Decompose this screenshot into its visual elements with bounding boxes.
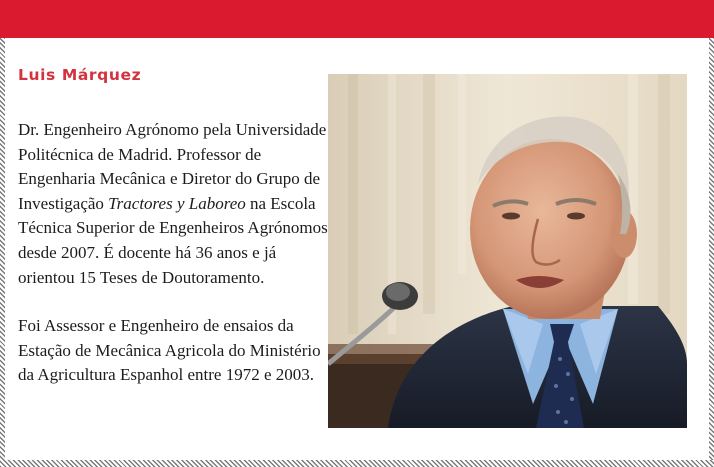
person-name: Luis Márquez: [18, 66, 142, 84]
bio-paragraph-1: [18, 118, 328, 290]
bio-paragraph-2: Foi Assessor e Engenheiro de ensaios da Estação de Mecânica Agricola do Ministério da Agricultura Espanhol entre 1972 e 2003.: [18, 316, 321, 385]
portrait-photo: [328, 74, 687, 428]
bio-text: [18, 118, 328, 388]
right-hatched-border: [709, 38, 714, 467]
research-group-name: Tractores y Laboreo: [108, 193, 246, 213]
bio-text-part-2: na Escola Técnica Superior de Engenheiros Agrónomos desde 2007. É docente há 36 anos e já orientou 15 Teses de Doutoramento.: [18, 193, 328, 287]
top-accent-bar: [0, 0, 714, 38]
bottom-hatched-border: [0, 460, 714, 467]
bio-text-part-1: Dr. Engenheiro Agrónomo pela Universidade Politécnica de Madrid. Professor de Engenharia Mecânica e Diretor do Grupo de Investigação: [18, 120, 327, 213]
